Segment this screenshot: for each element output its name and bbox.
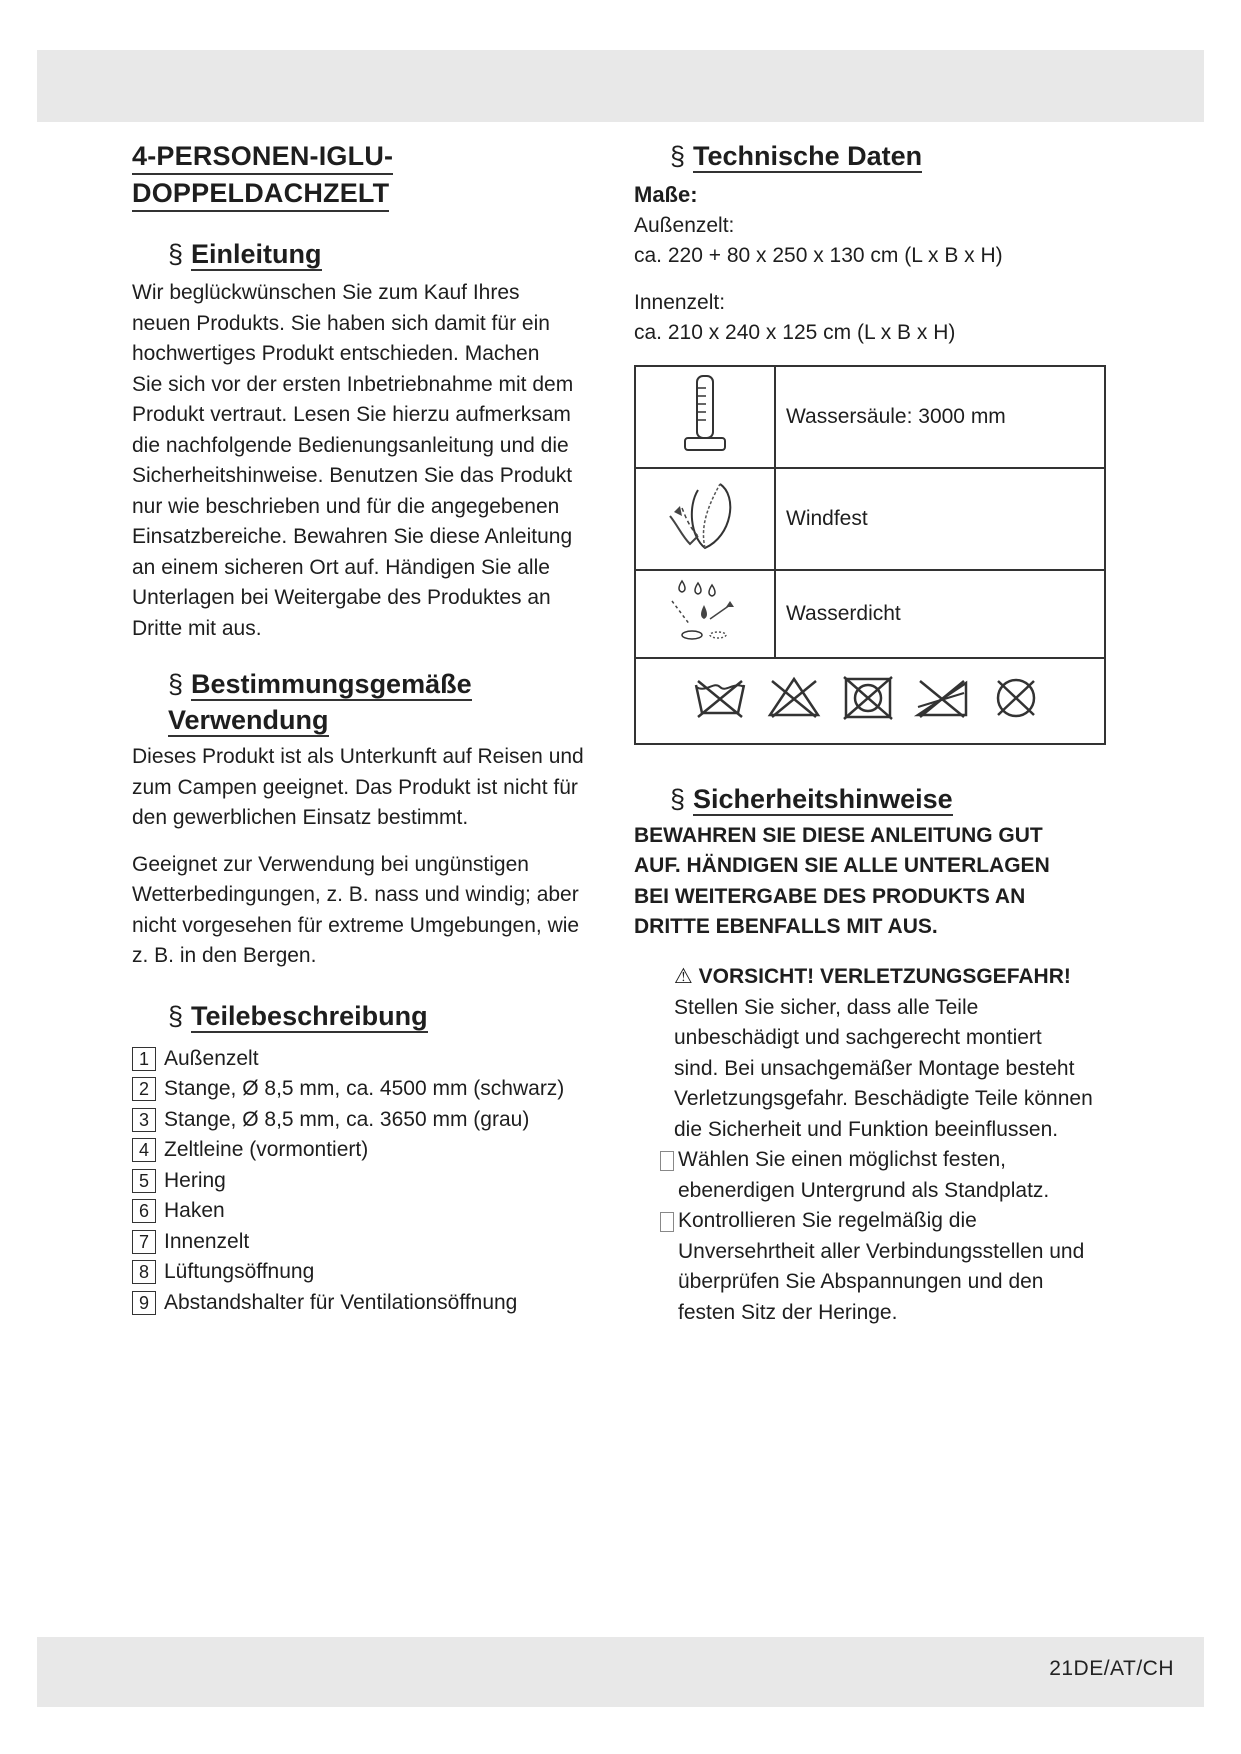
footer-band — [37, 1637, 1204, 1707]
innenzelt-value: ca. 210 x 240 x 125 cm (L x B x H) — [634, 321, 956, 344]
list-item: Kontrollieren Sie regelmäßig die Unversehrtheit aller Verbindungsstellen und überprüfen Sie Abspannungen und den festen Sitz der Heringe. — [634, 1206, 1124, 1328]
parts-list — [132, 1044, 602, 1319]
no-wash-icon — [696, 681, 744, 717]
list-item: 4 Zeltleine (vormontiert) — [132, 1135, 602, 1166]
table-row — [635, 468, 1105, 570]
aussenzelt-label: Außenzelt: — [634, 213, 735, 237]
no-bleach-icon — [770, 679, 818, 717]
table-row — [635, 570, 1105, 658]
list-item: 8 Lüftungsöffnung — [132, 1257, 602, 1288]
list-item: 5 Hering — [132, 1166, 602, 1197]
list-item: 6 Haken — [132, 1196, 602, 1227]
masse-label: Maße: — [634, 182, 698, 207]
verwendung-text-1: Dieses Produkt ist als Unterkunft auf Reisen und zum Campen geeignet. Das Produkt ist nicht für den gewerblichen Einsatz bestimmt. — [132, 745, 584, 829]
heading-technische-daten: § Technische Daten — [670, 141, 923, 171]
list-item: 2 Stange, Ø 8,5 mm, ca. 4500 mm (schwarz) — [132, 1074, 602, 1105]
list-item: 3 Stange, Ø 8,5 mm, ca. 3650 mm (grau) — [132, 1105, 602, 1136]
list-item: 9 Abstandshalter für Ventilationsöffnung — [132, 1288, 602, 1319]
document-title — [132, 138, 602, 212]
thermometer-icon — [635, 366, 775, 468]
list-item: 1 Außenzelt — [132, 1044, 602, 1075]
warning-text: Stellen Sie sicher, dass alle Teile unbeschädigt und sachgerecht montiert sind. Bei unsachgemäßer Montage besteht Verletzungsgefahr. Beschädigte Teile können die Sicherheit und Funktion beeinflussen. — [674, 995, 1093, 1141]
bullet-box-icon — [660, 1212, 674, 1232]
page-number: 21DE/AT/CH — [1049, 1657, 1174, 1680]
safety-intro: BEWAHREN SIE DIESE ANLEITUNG GUT AUF. HÄNDIGEN SIE ALLE UNTERLAGEN BEI WEITERGABE DES PRODUKTS AN DRITTE EBENFALLS MIT AUS. — [634, 823, 1050, 938]
header-band — [37, 50, 1204, 122]
title-line-2: DOPPELDACHZELT — [132, 177, 389, 212]
feature-label: Wassersäule: 3000 mm — [775, 366, 1105, 468]
wind-icon — [635, 468, 775, 570]
no-dry-clean-icon — [998, 680, 1034, 716]
innenzelt-label: Innenzelt: — [634, 290, 726, 314]
no-tumble-dry-icon — [844, 677, 892, 719]
list-item: Wählen Sie einen möglichst festen, ebenerdigen Untergrund als Standplatz. — [634, 1145, 1124, 1206]
warning-title: ⚠ VORSICHT! VERLETZUNGSGEFAHR! — [674, 964, 1071, 988]
features-table — [634, 365, 1106, 745]
title-line-1: 4-PERSONEN-IGLU- — [132, 140, 393, 175]
right-column — [634, 138, 1124, 1328]
verwendung-text-2: Geeignet zur Verwendung bei ungünstigen Wetterbedingungen, z. B. nass und windig; aber nicht vorgesehen für extreme Umgebungen, wie z. B. in den Bergen. — [132, 852, 580, 967]
heading-verwendung: § Bestimmungsgemäße Verwendung — [168, 669, 472, 735]
list-item: 7 Innenzelt — [132, 1227, 602, 1258]
warning-icon: ⚠ — [674, 964, 693, 988]
table-row — [635, 366, 1105, 468]
left-column — [132, 138, 602, 1318]
table-row — [635, 658, 1105, 744]
feature-label: Windfest — [775, 468, 1105, 570]
heading-teilebeschreibung: § Teilebeschreibung — [168, 1000, 428, 1031]
care-symbols-row — [635, 658, 1105, 744]
heading-einleitung: § Einleitung — [168, 239, 322, 269]
bullet-box-icon — [660, 1151, 674, 1171]
feature-label: Wasserdicht — [775, 570, 1105, 658]
no-chlorine-icon — [918, 681, 966, 717]
einleitung-text: Wir beglückwünschen Sie zum Kauf Ihres neuen Produkts. Sie haben sich damit für ein hochwertiges Produkt entschieden. Machen Sie sich vor der ersten Inbetriebnahme mit dem Produkt vertraut. Lesen Sie hierzu aufmerksam die nachfolgende Bedienungsanleitung und die Sicherheitshinweise. Benutzen Sie das Produkt nur wie beschrieben und für die angegebenen Einsatzbereiche. Bewahren Sie diese Anleitung an einem sicheren Ort auf. Händigen Sie alle Unterlagen bei Weitergabe des Produktes an Dritte mit aus. — [132, 281, 574, 640]
raindrops-icon — [635, 570, 775, 658]
aussenzelt-value: ca. 220 + 80 x 250 x 130 cm (L x B x H) — [634, 244, 1003, 267]
heading-sicherheitshinweise: § Sicherheitshinweise — [670, 783, 953, 814]
